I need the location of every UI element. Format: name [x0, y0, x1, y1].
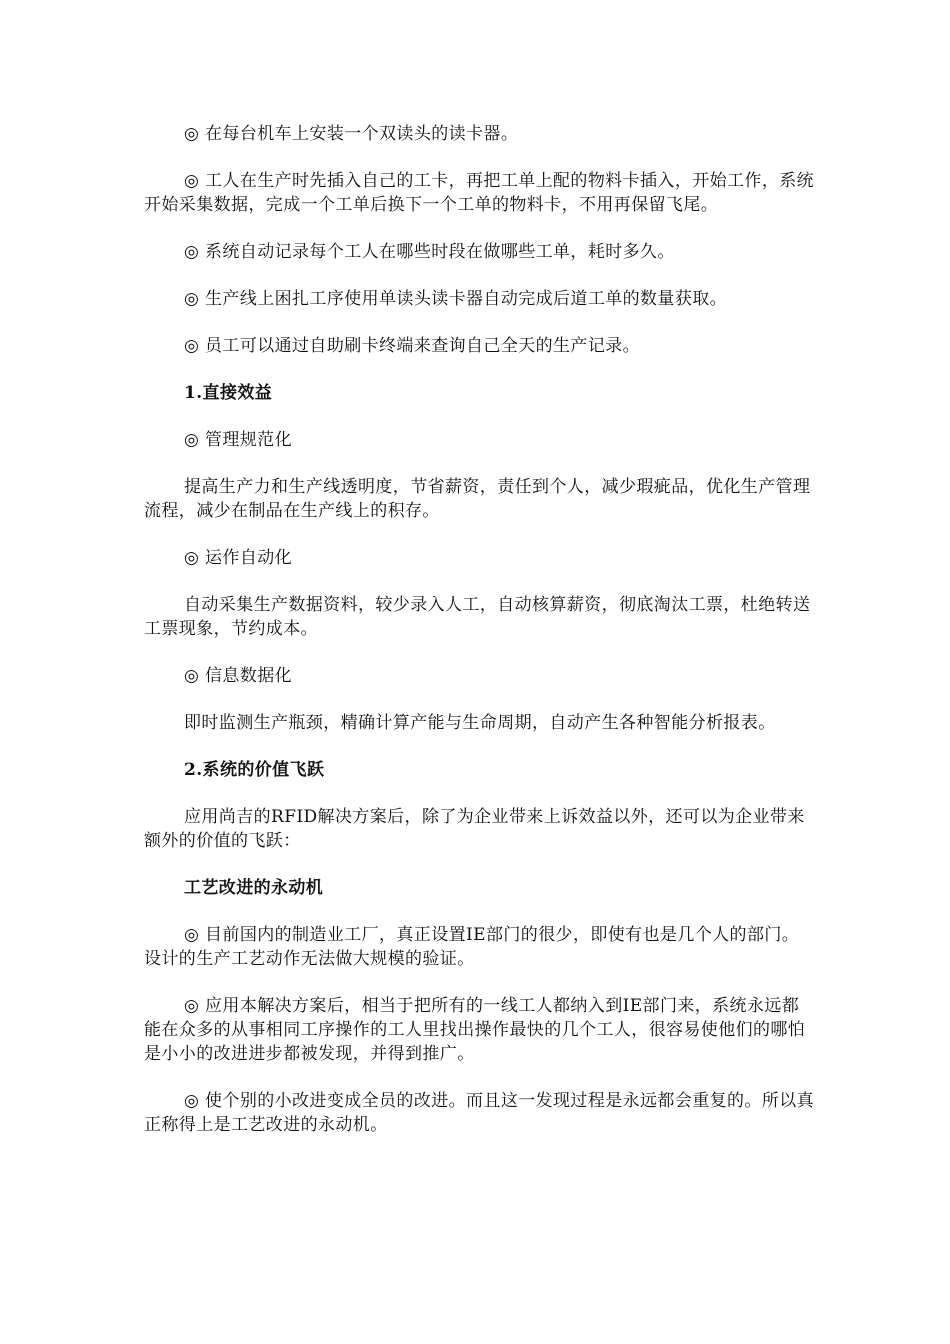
document-page [144, 122, 816, 1160]
bullet-all-workers-ie: ◎ 应用本解决方案后，相当于把所有的一线工人都纳入到IE部门来，系统永远都能在众多的从事相同工序操作的工人里找出操作最快的几个工人，很容易使他们的哪怕是小小的改进进步都被发现，并得到推广。 [144, 996, 806, 1064]
bullet-worker-insert-card: ◎ 工人在生产时先插入自己的工卡，再把工单上配的物料卡插入，开始工作，系统开始采集数据，完成一个工单后换下一个工单的物料卡，不用再保留飞尾。 [144, 171, 815, 215]
paragraph-rfid-solution: 应用尚吉的RFID解决方案后，除了为企业带来上诉效益以外，还可以为企业带来额外的价值的飞跃： [144, 807, 805, 851]
bullet-dual-reader: ◎ 在每台机车上安装一个双读头的读卡器。 [184, 124, 519, 144]
bullet-management-standardization: ◎ 管理规范化 [184, 430, 293, 450]
section-heading-direct-benefits: 1.直接效益 [184, 383, 273, 403]
paragraph-productivity: 提高生产力和生产线透明度，节省薪资，责任到个人，减少瑕疵品，优化生产管理流程，减少在制品在生产线上的积存。 [144, 477, 811, 521]
bullet-individual-to-all: ◎ 使个别的小改进变成全员的改进。而且这一发现过程是永远都会重复的。所以真正称得上是工艺改进的永动机。 [144, 1091, 815, 1135]
bullet-auto-record: ◎ 系统自动记录每个工人在哪些时段在做哪些工单，耗时多久。 [184, 242, 675, 262]
subheading-process-improvement: 工艺改进的永动机 [184, 878, 324, 898]
bullet-single-reader: ◎ 生产线上困扎工序使用单读头读卡器自动完成后道工单的数量获取。 [184, 289, 728, 309]
section-heading-value-leap: 2.系统的价值飞跃 [184, 760, 325, 780]
paragraph-auto-collection: 自动采集生产数据资料，较少录入人工，自动核算薪资，彻底淘汰工票，杜绝转送工票现象，节约成本。 [144, 595, 811, 639]
paragraph-realtime-monitoring: 即时监测生产瓶颈，精确计算产能与生命周期，自动产生各种智能分析报表。 [184, 713, 776, 733]
bullet-ie-department: ◎ 目前国内的制造业工厂，真正设置IE部门的很少，即使有也是几个人的部门。设计的生产工艺动作无法做大规模的验证。 [144, 925, 800, 969]
bullet-operation-automation: ◎ 运作自动化 [184, 548, 293, 568]
bullet-self-service-terminal: ◎ 员工可以通过自助刷卡终端来查询自己全天的生产记录。 [184, 336, 641, 356]
bullet-information-digitization: ◎ 信息数据化 [184, 666, 293, 686]
